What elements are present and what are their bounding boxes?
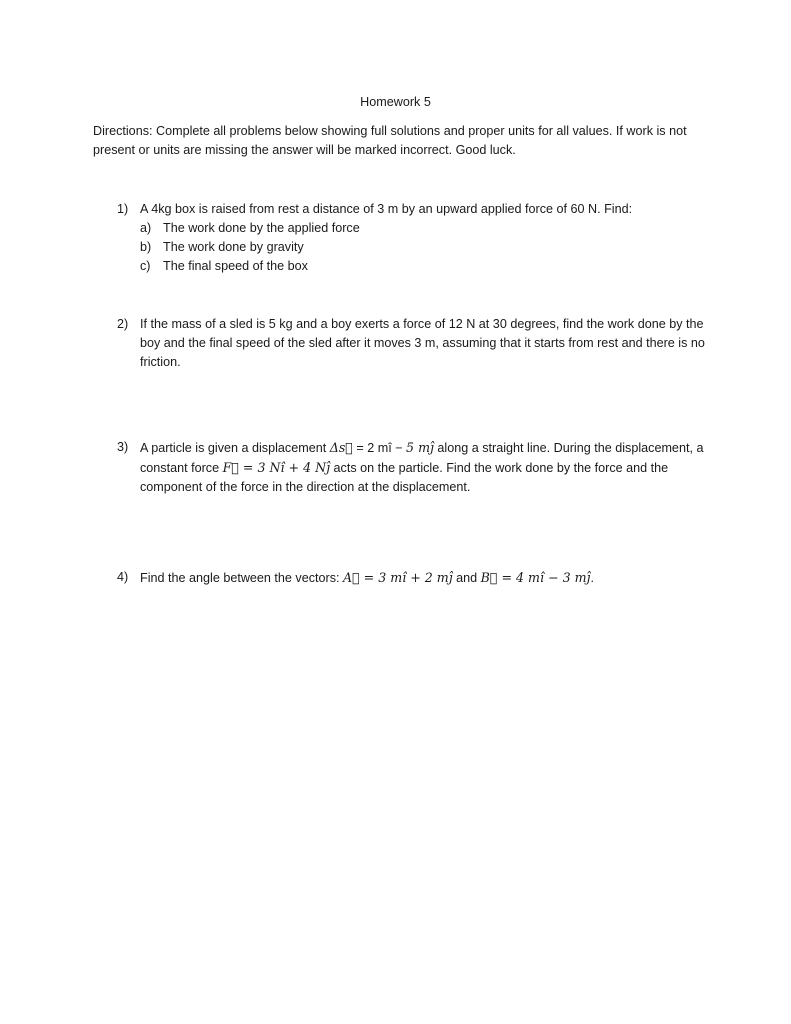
problem-4 xyxy=(117,568,707,588)
force-vector-equation: F⃗ = 3 Nî + 4 Nĵ xyxy=(222,460,331,475)
problem-number: 4) xyxy=(117,570,129,584)
problem-number: 3) xyxy=(117,440,129,454)
text-segment: = 2 mî − xyxy=(352,441,407,455)
problem-3 xyxy=(117,438,707,497)
text-segment: and xyxy=(452,571,481,585)
problem-text xyxy=(140,568,707,588)
sub-question xyxy=(140,257,707,276)
vector-b-equation: B⃗ = 4 mî − 3 mĵ xyxy=(480,570,591,585)
problem-text xyxy=(140,438,707,497)
vector-a-equation: A⃗ = 3 mî + 2 mĵ xyxy=(343,570,453,585)
sub-question-text: The work done by gravity xyxy=(163,240,304,254)
problem-1 xyxy=(117,200,707,276)
directions-paragraph: Directions: Complete all problems below showing full solutions and proper units for all values. If work is not present or units are missing the answer will be marked incorrect. Good luck. xyxy=(93,124,687,157)
sub-question xyxy=(140,219,707,238)
problem-body xyxy=(140,200,707,276)
problem-text: A 4kg box is raised from rest a distance of 3 m by an upward applied force of 60 N. Find: xyxy=(140,202,633,216)
problem-number: 2) xyxy=(117,317,129,331)
sub-question-letter: a) xyxy=(140,221,152,235)
sub-question-text: The work done by the applied force xyxy=(163,221,360,235)
sub-question-text: The final speed of the box xyxy=(163,259,308,273)
problem-number: 1) xyxy=(117,202,129,216)
problem-2 xyxy=(117,315,707,372)
page-title: Homework 5 xyxy=(360,95,431,109)
math-expression: 5 mĵ xyxy=(406,440,434,455)
sub-question-list xyxy=(140,219,707,276)
sub-question-letter: c) xyxy=(140,259,151,273)
text-segment: along a straight line. During the displacement, a constant force xyxy=(140,441,704,475)
sub-question-letter: b) xyxy=(140,240,152,254)
problem-text: If the mass of a sled is 5 kg and a boy exerts a force of 12 N at 30 degrees, find the work done by the boy and the final speed of the sled after it moves 3 m, assuming that it starts from rest and there is no friction. xyxy=(140,317,705,369)
displacement-vector-symbol: Δs⃗ xyxy=(329,440,353,455)
text-segment: A particle is given a displacement xyxy=(140,441,330,455)
text-segment: acts on the particle. Find the work done by the force and the component of the force in the direction at the displacement. xyxy=(140,461,669,494)
text-segment: . xyxy=(590,571,594,585)
text-segment: Find the angle between the vectors: xyxy=(140,571,344,585)
sub-question xyxy=(140,238,707,257)
